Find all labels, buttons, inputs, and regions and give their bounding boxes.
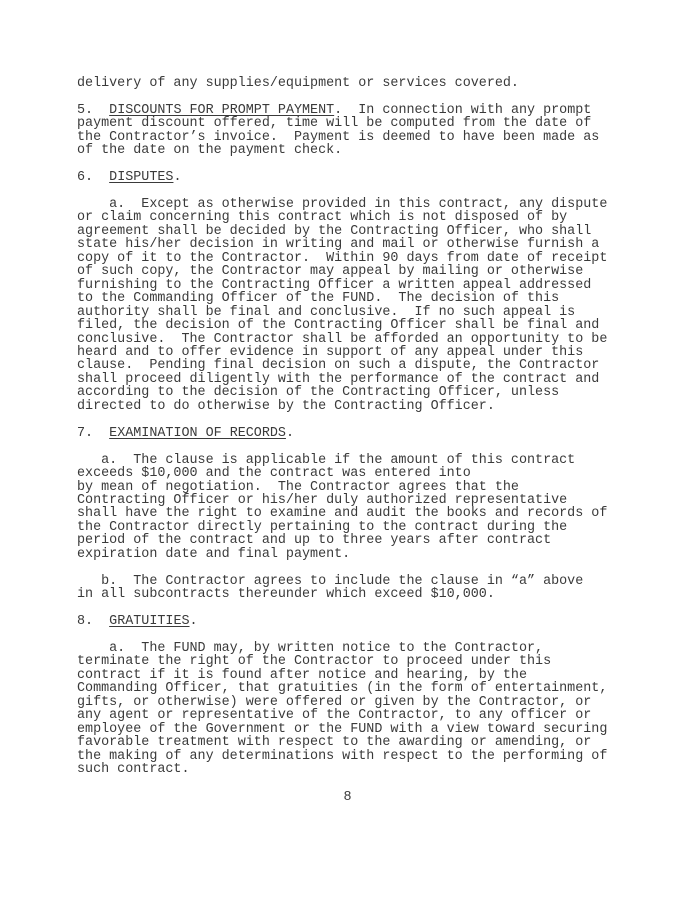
text-line: heard and to offer evidence in support of any appeal under this bbox=[77, 345, 584, 361]
text-line: contract if it is found after notice and hearing, by the bbox=[77, 667, 527, 683]
text-line: any agent or representative of the Contractor, to any officer or bbox=[77, 708, 592, 724]
section-7-heading bbox=[77, 427, 637, 440]
text-line: by mean of negotiation. The Contractor agrees that the bbox=[77, 479, 519, 495]
section-5 bbox=[77, 104, 637, 158]
section-title: GRATUITIES bbox=[109, 614, 190, 630]
section-5-heading-line bbox=[77, 104, 637, 117]
text-line: terminate the right of the Contractor to proceed under this bbox=[77, 654, 552, 670]
text-line: exceeds $10,000 and the contract was entered into bbox=[77, 466, 471, 482]
text-line: conclusive. The Contractor shall be afforded an opportunity to be bbox=[77, 331, 608, 347]
text-line: such contract. bbox=[77, 761, 190, 777]
section-title: DISPUTES bbox=[109, 170, 174, 186]
text-line: a. Except as otherwise provided in this contract, any dispute bbox=[77, 197, 608, 213]
section-title-suffix: . bbox=[173, 170, 182, 186]
text-line: Commanding Officer, that gratuities (in the form of entertainment, bbox=[77, 681, 608, 697]
section-7 bbox=[77, 427, 637, 602]
text-line: according to the decision of the Contracting Officer, unless bbox=[77, 385, 560, 401]
spacer bbox=[77, 628, 637, 641]
section-number: 7. bbox=[77, 425, 94, 441]
text-line: shall proceed diligently with the performance of the contract and bbox=[77, 371, 600, 387]
page-number: 8 bbox=[343, 790, 352, 805]
section-8 bbox=[77, 615, 637, 776]
text-line: expiration date and final payment. bbox=[77, 546, 351, 562]
intro-line: delivery of any supplies/equipment or services covered. bbox=[77, 76, 519, 91]
text-line: the making of any determinations with respect to the performing of bbox=[77, 748, 608, 764]
section-title: EXAMINATION OF RECORDS bbox=[109, 425, 286, 441]
section-title: DISCOUNTS FOR PROMPT PAYMENT bbox=[109, 102, 335, 118]
text-line: period of the contract and up to three years after contract bbox=[77, 533, 552, 549]
text-line: authority shall be final and conclusive. If no such appeal is bbox=[77, 304, 576, 320]
text-line: the Contractor directly pertaining to the contract during the bbox=[77, 519, 568, 535]
text-line: or claim concerning this contract which is not disposed of by bbox=[77, 210, 568, 226]
section-6-paragraph-a bbox=[77, 198, 637, 413]
section-title-suffix: . bbox=[285, 425, 294, 441]
spacer bbox=[77, 602, 637, 615]
text-line: to the Commanding Officer of the FUND. The decision of this bbox=[77, 291, 560, 307]
spacer bbox=[77, 185, 637, 198]
text-line: of the date on the payment check. bbox=[77, 143, 343, 159]
spacer bbox=[77, 158, 637, 171]
text-line: Contracting Officer or his/her duly authorized representative bbox=[77, 492, 568, 508]
text-line: clause. Pending final decision on such a dispute, the Contractor bbox=[77, 358, 600, 374]
section-8-paragraph-a bbox=[77, 642, 637, 777]
section-title-suffix: . bbox=[189, 614, 198, 630]
text-line: gifts, or otherwise) were offered or given by the Contractor, or bbox=[77, 694, 592, 710]
section-5-first-line-text: In connection with any prompt bbox=[342, 102, 592, 118]
text-line: employee of the Government or the FUND with a view toward securing bbox=[77, 721, 608, 737]
text-line: of such copy, the Contractor may appeal by mailing or otherwise bbox=[77, 264, 584, 280]
text-line: a. The FUND may, by written notice to the Contractor, bbox=[77, 640, 544, 656]
spacer bbox=[77, 413, 637, 426]
text-line: agreement shall be decided by the Contracting Officer, who shall bbox=[77, 223, 592, 239]
section-number: 6. bbox=[77, 170, 94, 186]
text-line: state his/her decision in writing and mail or otherwise furnish a bbox=[77, 237, 600, 253]
text-line: shall have the right to examine and audit the books and records of bbox=[77, 506, 608, 522]
section-title-suffix: . bbox=[334, 102, 343, 118]
text-line: a. The clause is applicable if the amount of this contract bbox=[77, 452, 576, 468]
section-7-paragraph-a bbox=[77, 454, 637, 562]
text-line: furnishing to the Contracting Officer a written appeal addressed bbox=[77, 277, 592, 293]
spacer bbox=[77, 440, 637, 453]
spacer bbox=[77, 90, 637, 103]
text-line: b. The Contractor agrees to include the clause in “a” above bbox=[77, 573, 584, 589]
section-8-heading bbox=[77, 615, 637, 628]
text-line: directed to do otherwise by the Contracting Officer. bbox=[77, 398, 495, 414]
section-6 bbox=[77, 171, 637, 413]
document-page bbox=[77, 77, 637, 776]
section-number: 5. bbox=[77, 102, 94, 118]
section-number: 8. bbox=[77, 614, 94, 630]
text-line: copy of it to the Contractor. Within 90 days from date of receipt bbox=[77, 250, 608, 266]
spacer bbox=[77, 561, 637, 574]
text-line: in all subcontracts thereunder which exceed $10,000. bbox=[77, 587, 495, 603]
text-line: the Contractor’s invoice. Payment is deemed to have been made as bbox=[77, 129, 600, 145]
section-7-paragraph-b bbox=[77, 575, 637, 602]
text-line: favorable treatment with respect to the awarding or amending, or bbox=[77, 735, 592, 751]
section-6-heading bbox=[77, 171, 637, 184]
text-line: filed, the decision of the Contracting Officer shall be final and bbox=[77, 318, 600, 334]
text-line: payment discount offered, time will be computed from the date of bbox=[77, 116, 592, 132]
